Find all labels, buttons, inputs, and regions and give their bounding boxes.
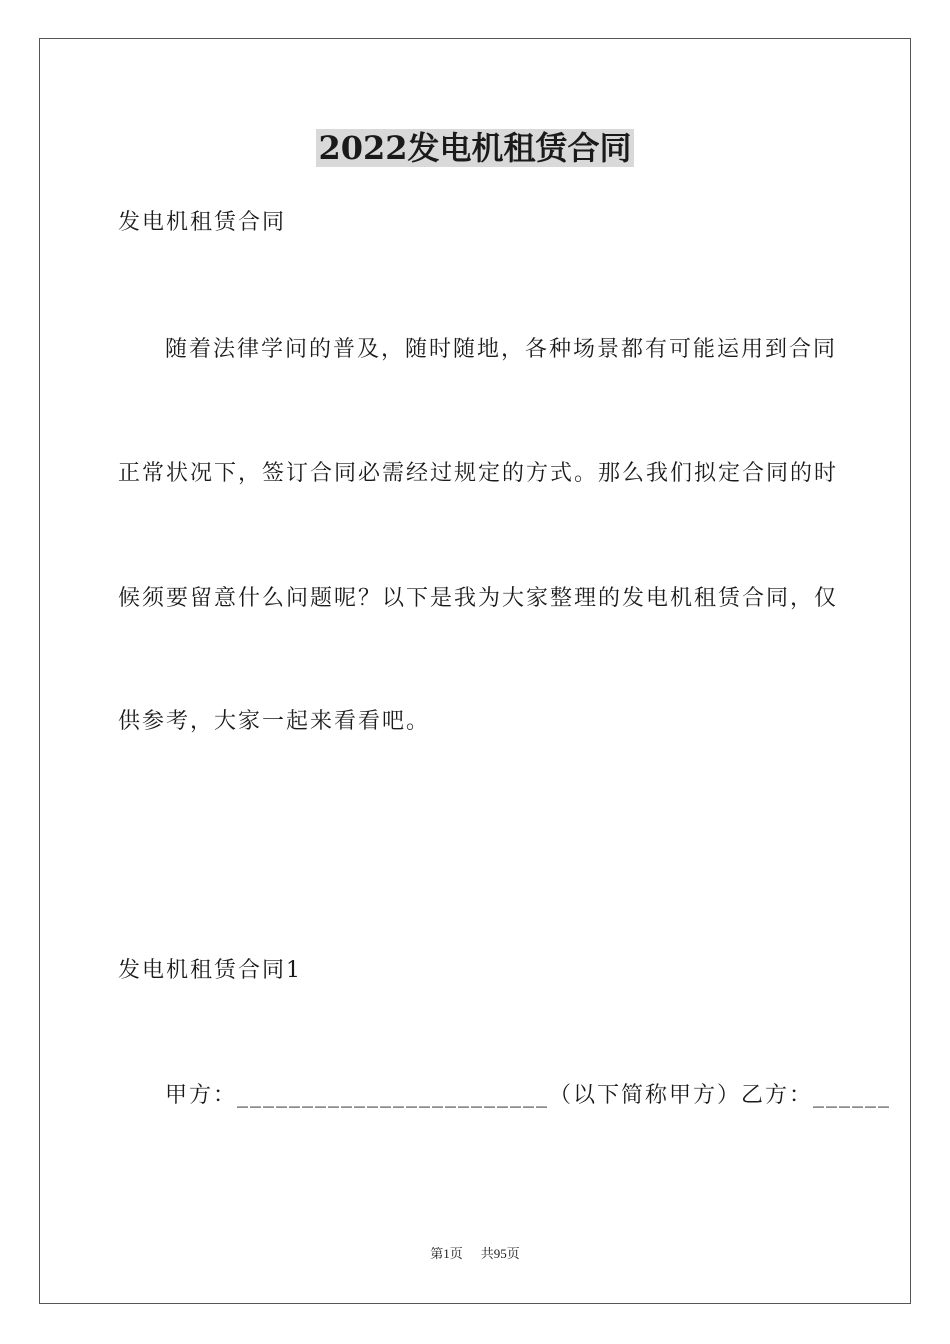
intro-line-1: 随着法律学问的普及，随时随地，各种场景都有可能运用到合同: [165, 337, 838, 362]
document-title: [0, 126, 950, 170]
page-total: 共95页: [480, 1246, 520, 1261]
intro-line-3: 候须要留意什么问题呢？以下是我为大家整理的发电机租赁合同，仅: [118, 586, 839, 611]
party-line: 甲方：________________________（以下简称甲方）乙方：______: [165, 1083, 892, 1108]
page-footer: [0, 1245, 950, 1263]
intro-line-2: 正常状况下，签订合同必需经过规定的方式。那么我们拟定合同的时: [118, 461, 839, 486]
section-heading: 发电机租赁合同1: [118, 958, 302, 983]
intro-line-4: 供参考，大家一起来看看吧。: [118, 709, 431, 734]
document-subtitle: 发电机租赁合同: [118, 210, 287, 235]
page-number: 第1页: [430, 1246, 463, 1261]
document-title-text: 2022发电机租赁合同: [318, 129, 632, 167]
